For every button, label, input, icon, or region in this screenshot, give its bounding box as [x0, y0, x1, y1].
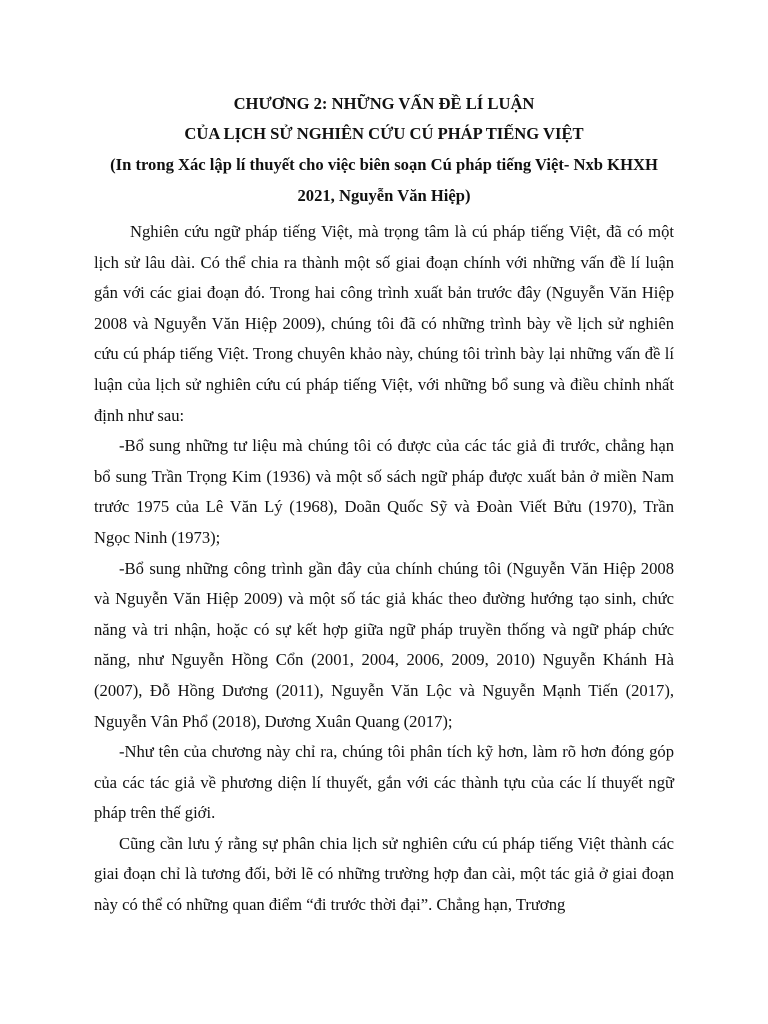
chapter-title: CHƯƠNG 2: NHỮNG VẤN ĐỀ LÍ LUẬN — [233, 94, 535, 113]
document-page — [94, 89, 674, 921]
paragraph-bullet-3: -Như tên của chương này chỉ ra, chúng tôi phân tích kỹ hơn, làm rõ hơn đóng góp của các tác giả về phương diện lí thuyết, gắn với các thành tựu của các lí thuyết ngữ pháp trên thế giới. — [94, 742, 674, 823]
source-note: (In trong Xác lập lí thuyết cho việc biên soạn Cú pháp tiếng Việt- Nxb KHXH 2021, Nguyễn Văn Hiệp) — [110, 155, 658, 205]
paragraph-note: Cũng cần lưu ý rằng sự phân chia lịch sử nghiên cứu cú pháp tiếng Việt thành các giai đoạn chỉ là tương đối, bởi lẽ có những trường hợp đan cài, một tác giả ở giai đoạn này có thể có những quan điểm “đi trước thời đại”. Chẳng hạn, Trương — [94, 833, 674, 915]
paragraph-bullet-2: -Bổ sung những công trình gần đây của chính chúng tôi (Nguyễn Văn Hiệp 2008 và Nguyễn Văn Hiệp 2009) và một số tác giả khác theo đường hướng tạo sinh, chức năng và tri nhận, hoặc có sự kết hợp giữa ngữ pháp truyền thống và ngữ pháp chức năng, như Nguyễn Hồng Cổn (2001, 2004, 2006, 2009, 2010) Nguyễn Khánh Hà (2007), Đỗ Hồng Dương (2011), Nguyễn Văn Lộc và Nguyễn Mạnh Tiến (2017), Nguyễn Vân Phổ (2018), Dương Xuân Quang (2017); — [94, 558, 674, 731]
chapter-subtitle: CỦA LỊCH SỬ NGHIÊN CỨU CÚ PHÁP TIẾNG VIỆT — [184, 124, 584, 143]
paragraph-intro: Nghiên cứu ngữ pháp tiếng Việt, mà trọng tâm là cú pháp tiếng Việt, đã có một lịch sử lâu dài. Có thể chia ra thành một số giai đoạn chính với những vấn đề lí luận gắn với các giai đoạn đó. Trong hai công trình xuất bản trước đây (Nguyễn Văn Hiệp 2008 và Nguyễn Văn Hiệp 2009), chúng tôi đã có những trình bày về lịch sử nghiên cứu cú pháp tiếng Việt. Trong chuyên khảo này, chúng tôi trình bày lại những vấn đề lí luận của lịch sử nghiên cứu cú pháp tiếng Việt, với những bổ sung và điều chỉnh nhất định như sau: — [94, 222, 674, 425]
paragraph-bullet-1: -Bổ sung những tư liệu mà chúng tôi có được của các tác giả đi trước, chẳng hạn bổ sung Trần Trọng Kim (1936) và một số sách ngữ pháp được xuất bản ở miền Nam trước 1975 của Lê Văn Lý (1968), Doãn Quốc Sỹ và Đoàn Viết Bửu (1970), Trần Ngọc Ninh (1973); — [94, 436, 674, 547]
